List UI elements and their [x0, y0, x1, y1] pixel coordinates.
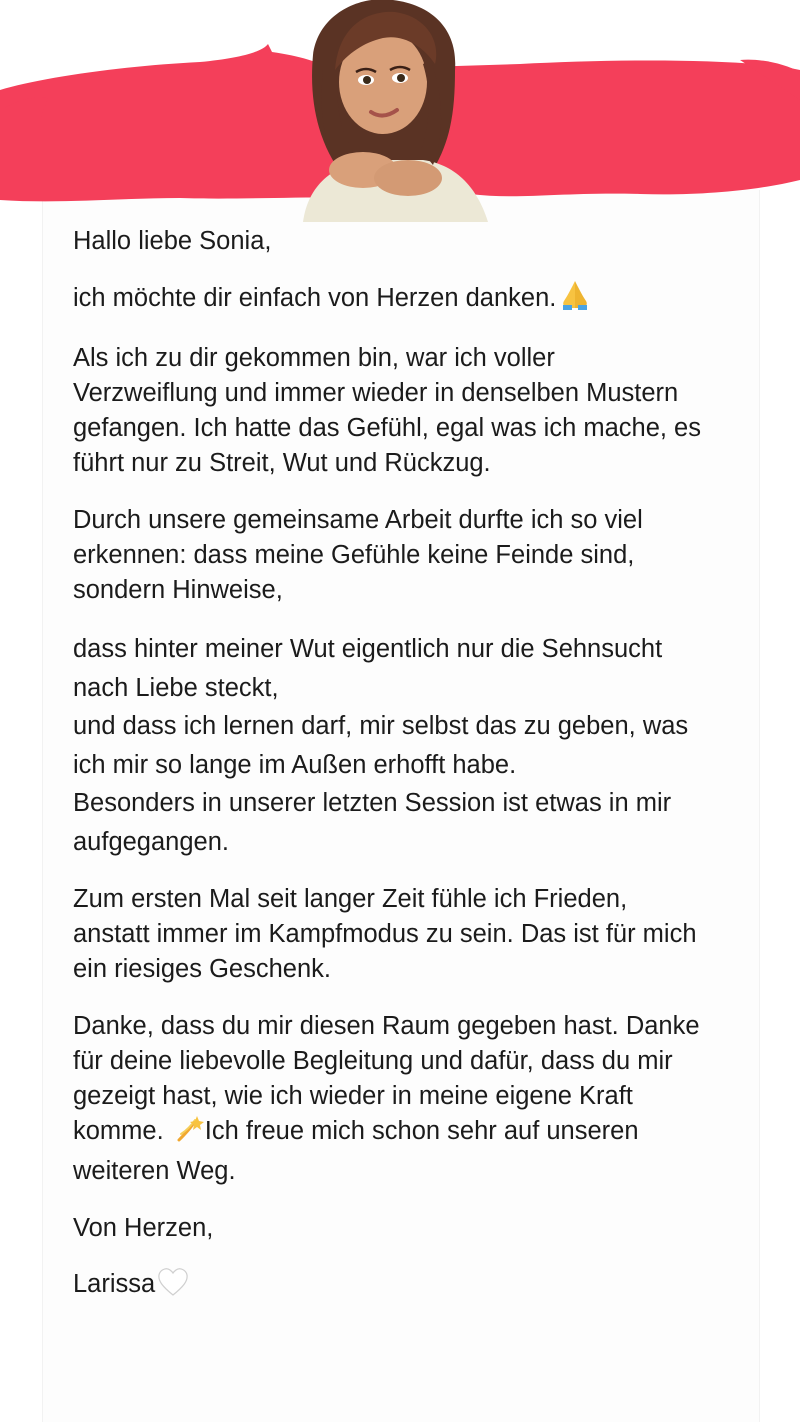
letter-text [73, 224, 753, 1307]
closing: Von Herzen, [73, 1214, 214, 1242]
white-heart-icon [157, 1267, 189, 1307]
praying-hands-icon [558, 279, 592, 321]
signature: Larissa [73, 1267, 753, 1307]
avatar [283, 0, 493, 222]
paragraph-4: Zum ersten Mal seit langer Zeit fühle ich Frieden, anstatt immer im Kampfmodus zu sein. Das ist für mich ein riesiges Geschenk. [73, 885, 697, 983]
paragraph-2: Durch unsere gemeinsame Arbeit durfte ich so viel erkennen: dass meine Gefühle keine Feinde sind, sondern Hinweise, [73, 506, 643, 604]
paragraph-5: Danke, dass du mir diesen Raum gegeben hast. Danke für deine liebevolle Begleitung und dafür, dass du mir gezeigt hast, wie ich wieder in meine eigene Kraft komme. Ich freue mich schon sehr auf unseren weiteren Weg. [73, 1009, 753, 1189]
dizzy-star-icon [175, 1114, 205, 1154]
komme-line: komme. Ich freue mich schon sehr auf unseren [73, 1114, 753, 1154]
paragraph-1: Als ich zu dir gekommen bin, war ich voller Verzweiflung und immer wieder in denselben Mustern gefangen. Ich hatte das Gefühl, egal was ich mache, es führt nur zu Streit, Wut und Rückzug. [73, 344, 701, 477]
thanks-line: ich möchte dir einfach von Herzen danken. [73, 279, 753, 321]
paragraph-3: dass hinter meiner Wut eigentlich nur die Sehnsucht nach Liebe steckt, und dass ich lernen darf, mir selbst das zu geben, was ich mir so lange im Außen erhofft habe. Besonders in unserer letzten Session ist etwas in mir aufgegangen. [73, 635, 689, 856]
greeting: Hallo liebe Sonia, [73, 227, 272, 255]
